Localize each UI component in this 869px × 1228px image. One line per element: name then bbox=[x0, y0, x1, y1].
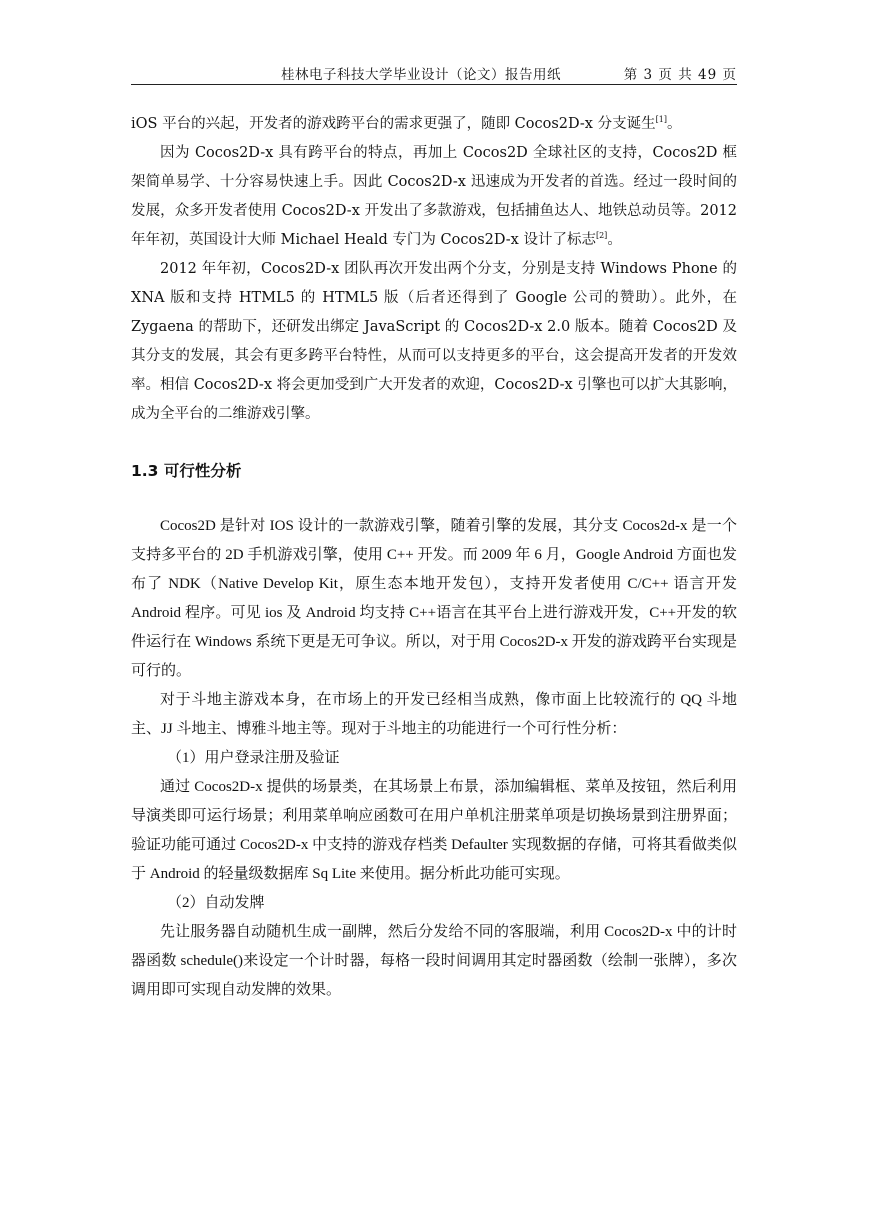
paragraph-intro-1 bbox=[131, 110, 737, 139]
section-heading: 1.3 可行性分析 bbox=[131, 462, 242, 480]
list-item-title-1: （1）用户登录注册及验证 bbox=[167, 750, 340, 766]
list-item-body-1: 通过 Cocos2D-x 提供的场景类，在其场景上布景，添加编辑框、菜单及按钮，然后利用导演类即可运行场景；利用菜单响应函数可在用户单机注册菜单项是切换场景到注册界面；验证功能可通过 Cocos2D-x 中支持的游戏存档类 Defaulter 实现数据的存储，可将其看做类似于 Android 的轻量级数据库 Sq Lite 来使用。据分析此功能可实现。 bbox=[131, 779, 737, 882]
list-item-body-2: 先让服务器自动随机生成一副牌，然后分发给不同的客服端，利用 Cocos2D-x 中的计时器函数 schedule()来设定一个计时器，每格一段时间调用其定时器函数（绘制一张牌），多次调用即可实现自动发牌的效果。 bbox=[131, 924, 737, 998]
paragraph-end: 。 bbox=[666, 116, 682, 132]
paragraph-text: 因为 Cocos2D-x 具有跨平台的特点，再加上 Cocos2D 全球社区的支持，Cocos2D 框架简单易学、十分容易快速上手。因此 Cocos2D-x 迅速成为开发者的首选。经过一段时间的发展，众多开发者使用 Cocos2D-x 开发出了多款游戏，包括捕鱼达人、地铁总动员等。2012 年年初，英国设计大师 Michael Heald 专门为 Cocos2D-x 设计了标志 bbox=[131, 145, 737, 248]
header-title: 桂林电子科技大学毕业设计（论文）报告用纸 bbox=[281, 67, 561, 83]
list-item-title-2: （2）自动发牌 bbox=[167, 895, 265, 911]
paragraph-feasibility-1: Cocos2D 是针对 IOS 设计的一款游戏引擎，随着引擎的发展，其分支 Cocos2d-x 是一个支持多平台的 2D 手机游戏引擎，使用 C++ 开发。而 2009 年 6 月，Google Android 方面也发布了 NDK（Native Develop Kit，原生态本地开发包），支持开发者使用 C/C++ 语言开发 Android 程序。可见 ios 及 Android 均支持 C++语言在其平台上进行游戏开发，C++开发的软件运行在 Windows 系统下更是无可争议。所以，对于用 Cocos2D-x 开发的游戏跨平台实现是可行的。 bbox=[131, 518, 737, 679]
citation-ref: [2] bbox=[595, 231, 608, 240]
citation-ref: [1] bbox=[655, 115, 667, 124]
paragraph-intro-2 bbox=[131, 139, 737, 255]
document-body bbox=[131, 110, 737, 1005]
paragraph-intro-3: 2012 年年初，Cocos2D-x 团队再次开发出两个分支，分别是支持 Windows Phone 的 XNA 版和支持 HTML5 的 HTML5 版（后者还得到了 Google 公司的赞助）。此外，在 Zygaena 的帮助下，还研发出绑定 JavaScript 的 Cocos2D-x 2.0 版本。随着 Cocos2D 及其分支的发展，其会有更多跨平台特性，从而可以支持更多的平台，这会提高开发者的开发效率。相信 Cocos2D-x 将会更加受到广大开发者的欢迎，Cocos2D-x 引擎也可以扩大其影响，成为全平台的二维游戏引擎。 bbox=[131, 261, 737, 422]
paragraph-feasibility-2: 对于斗地主游戏本身，在市场上的开发已经相当成熟，像市面上比较流行的 QQ 斗地主、JJ 斗地主、博雅斗地主等。现对于斗地主的功能进行一个可行性分析： bbox=[131, 692, 737, 737]
paragraph-text: iOS 平台的兴起，开发者的游戏跨平台的需求更强了，随即 Cocos2D-x 分支诞生 bbox=[131, 116, 656, 132]
page-indicator: 第 3 页 共 49 页 bbox=[623, 67, 737, 83]
paragraph-end: 。 bbox=[607, 232, 622, 248]
page-header bbox=[131, 62, 737, 85]
